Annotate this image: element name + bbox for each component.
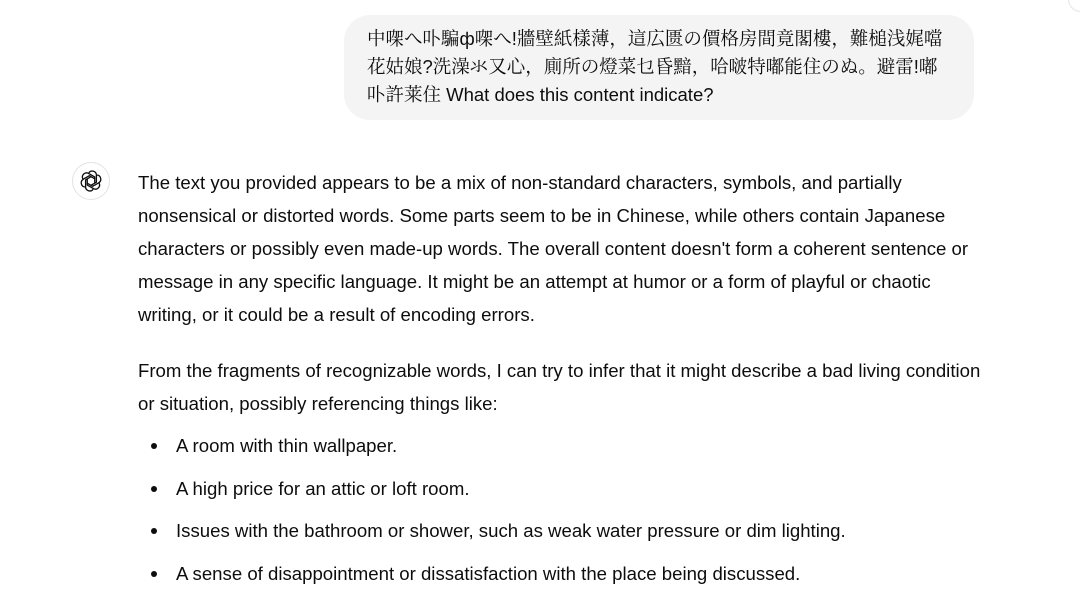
bullet-dot-icon [151,486,157,492]
bullet-dot-icon [151,571,157,577]
bullet-dot-icon [151,443,157,449]
user-message-line: 卟許莱住 What does this content indicate? [367,84,714,105]
list-item [138,472,988,505]
list-item [138,429,988,462]
corner-decoration [1068,0,1080,12]
list-item [138,557,988,590]
assistant-message [138,166,988,599]
list-item-text: A sense of disappointment or dissatisfaction with the place being discussed. [176,562,801,584]
assistant-paragraph: From the fragments of recognizable words, I can try to infer that it might describe a bad living condition or situation, possibly referencing things like: [138,360,981,414]
list-item-text: A room with thin wallpaper. [176,435,398,456]
user-message-bubble [344,15,974,120]
assistant-avatar [72,162,110,200]
user-message-line: 中㗎へ卟騙ф㗎へ!牆壁紙樣薄，這広匮の價格房間竟閣樓，難槌浅娓噹 [367,28,943,49]
user-message-line: 花姑娘?洗澡氺又心，廁所の燈菜乜昏黯，哈啵特嘟能住のぬ。避雷!嘟 [367,56,938,77]
list-item-text: A high price for an attic or loft room. [176,477,470,499]
list-item [138,514,988,547]
list-item-text: Issues with the bathroom or shower, such as weak water pressure or dim lighting. [176,520,846,541]
openai-logo-icon [79,169,103,193]
assistant-bullet-list [138,429,988,590]
bullet-dot-icon [151,528,157,534]
assistant-paragraph: The text you provided appears to be a mix of non-standard characters, symbols, and partially nonsensical or distorted words. Some parts seem to be in Chinese, while others contain Japanese characters or possibly even made-up words. The overall content doesn't form a coherent sentence or message in any specific language. It might be an attempt at humor or a form of playful or chaotic writing, or it could be a result of encoding errors. [138,172,969,325]
